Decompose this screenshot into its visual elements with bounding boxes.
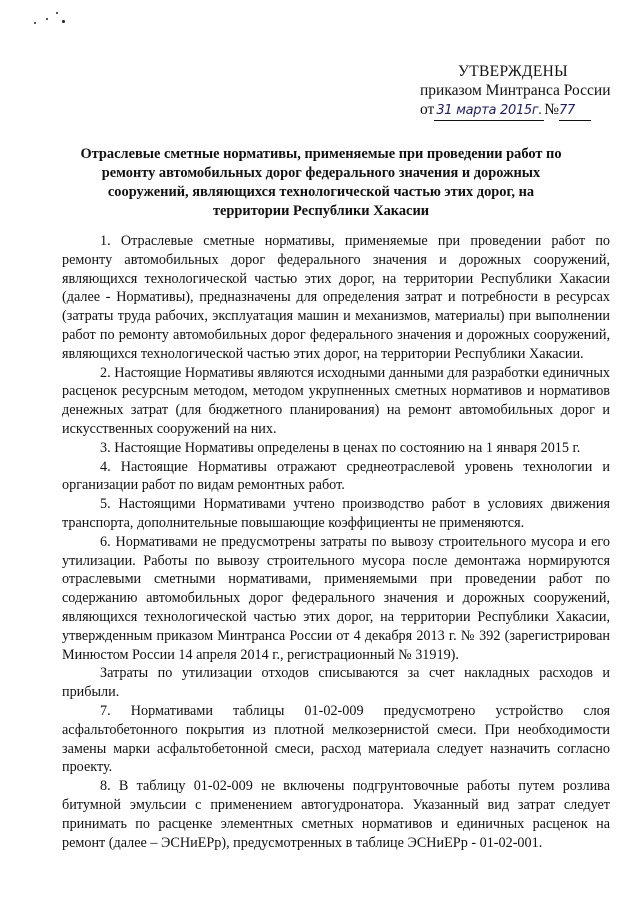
scan-specks [28, 8, 88, 38]
document-title: Отраслевые сметные нормативы, применяемые при проведении работ по ремонту автомобильных дорог федерального значения и дорожных сооружений, являющихся технологической частью этих дорог, на территории Республики Хакасии [80, 146, 562, 219]
approval-title: УТВЕРЖДЕНЫ [458, 63, 568, 80]
paragraph-5: 5. Настоящими Нормативами учтено производство работ в условиях движения транспорта, дополнительные повышающие коэффициенты не применяются. [62, 496, 610, 531]
paragraph-4: 4. Настоящие Нормативы отражают среднеотраслевой уровень технологии и организации работ по видам ремонтных работ. [62, 458, 610, 494]
date-prefix: от [420, 101, 435, 118]
approval-order-line: приказом Минтранса России [420, 82, 611, 99]
paragraph-6: 6. Нормативами не предусмотрены затраты по вывозу строительного мусора и его утилизации. Работы по вывозу строительного мусора после демонтажа нормируются отраслевыми сметными нормативами, применяемыми при проведении работ по содержанию автомобильных дорог федерального значения и дорожных сооружений, являющихся технологической частью этих дорог, на территории Республики Хакасии, утвержденным приказом Минтранса России от 4 декабря 2013 г. № 392 (зарегистрирован Минюстом России 14 апреля 2014 г., регистрационный № 31919). [62, 533, 610, 663]
paragraph-3: 3. Настоящие Нормативы определены в ценах по состоянию на 1 января 2015 г. [100, 439, 581, 456]
document-body [62, 232, 610, 852]
paragraph-6-note: Затраты по утилизации отходов списываются за счет накладных расходов и прибыли. [62, 665, 610, 701]
paragraph-2: 2. Настоящие Нормативы являются исходными данными для разработки единичных расценок ресурсным методом, методом укрупненных сметных нормативов и нормативов денежных затрат (для бюджетного планирования) на ремонт автомобильных дорог и искусственных сооружений на них. [62, 364, 610, 437]
handwritten-number: 77 [559, 101, 591, 121]
handwritten-date: 31 марта 2015г. [434, 101, 544, 121]
approval-date-line [420, 100, 620, 121]
paragraph-8: 8. В таблицу 01-02-009 не включены подгрунтовочные работы путем розлива битумной эмульсии с применением автогудронатора. Указанный вид затрат следует принимать по расценке элементных сметных нормативов и единичных расценок на ремонт (далее – ЭСНиЕРр), предусмотренных в таблице ЭСНиЕРр - 01-02-001. [62, 778, 610, 851]
paragraph-7: 7. Нормативами таблицы 01-02-009 предусмотрено устройство слоя асфальтобетонного покрытия из плотной мелкозернистой смеси. При необходимости замены марки асфальтобетонной смеси, расход материала следует назначить согласно проекту. [62, 702, 610, 776]
approval-stamp [420, 62, 620, 121]
number-prefix: № [544, 101, 560, 118]
paragraph-1: 1. Отраслевые сметные нормативы, применяемые при проведении работ по ремонту автомобильных дорог федерального значения и дорожных сооружений, являющихся технологической частью этих дорог, на территории Республики Хакасии (далее - Нормативы), предназначены для определения затрат и потребности в ресурсах (затраты труда рабочих, эксплуатация машин и механизмов, материалы) при выполнении работ по ремонту автомобильных дорог федерального значения и дорожных сооружений, являющихся технологической частью этих дорог, на территории Республики Хакасии. [62, 233, 610, 362]
